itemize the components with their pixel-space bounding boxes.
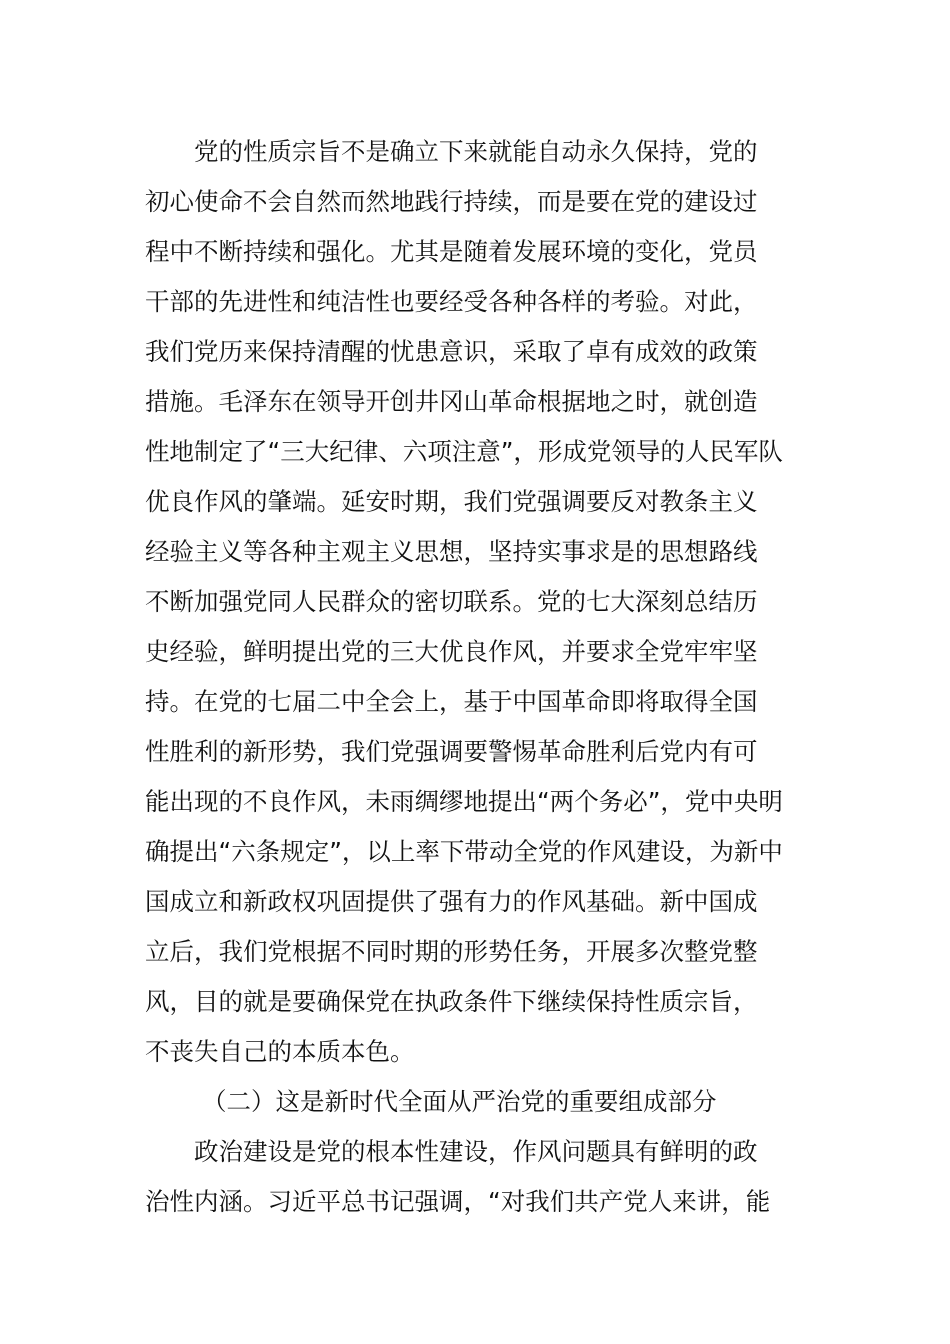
text-line: 风，目的就是要确保党在执政条件下继续保持性质宗旨， [145,987,758,1016]
text-line: 确提出“六条规定”，以上率下带动全党的作风建设，为新中 [145,837,783,866]
text-line: 能出现的不良作风，未雨绸缪地提出“两个务必”，党中央明 [145,787,783,816]
text-line: 不丧失自己的本质本色。 [145,1037,415,1066]
text-line: 性地制定了“三大纪律、六项注意”，形成党领导的人民军队 [145,437,783,466]
text-line: 程中不断持续和强化。尤其是随着发展环境的变化，党员 [145,237,758,266]
document-body [145,127,809,1227]
text-line: 治性内涵。习近平总书记强调，“对我们共产党人来讲，能 [145,1187,771,1216]
text-line: 性胜利的新形势，我们党强调要警惕革命胜利后党内有可 [145,737,758,766]
text-line: 优良作风的肇端。延安时期，我们党强调要反对教条主义 [145,487,758,516]
section-heading: （二）这是新时代全面从严治党的重要组成部分 [202,1087,717,1116]
text-line: 国成立和新政权巩固提供了强有力的作风基础。新中国成 [145,887,758,916]
text-line: 措施。毛泽东在领导开创井冈山革命根据地之时，就创造 [145,387,758,416]
text-line: 经验主义等各种主观主义思想，坚持实事求是的思想路线 [145,537,758,566]
text-line: 持。在党的七届二中全会上，基于中国革命即将取得全国 [145,687,758,716]
text-line: 政治建设是党的根本性建设，作风问题具有鲜明的政 [194,1137,758,1166]
text-line: 初心使命不会自然而然地践行持续，而是要在党的建设过 [145,187,758,216]
text-line: 立后，我们党根据不同时期的形势任务，开展多次整党整 [145,937,758,966]
text-line: 我们党历来保持清醒的忧患意识，采取了卓有成效的政策 [145,337,758,366]
text-line: 干部的先进性和纯洁性也要经受各种各样的考验。对此， [145,287,758,316]
text-line: 不断加强党同人民群众的密切联系。党的七大深刻总结历 [145,587,758,616]
text-line: 党的性质宗旨不是确立下来就能自动永久保持，党的 [194,137,758,166]
text-line: 史经验，鲜明提出党的三大优良作风，并要求全党牢牢坚 [145,637,758,666]
